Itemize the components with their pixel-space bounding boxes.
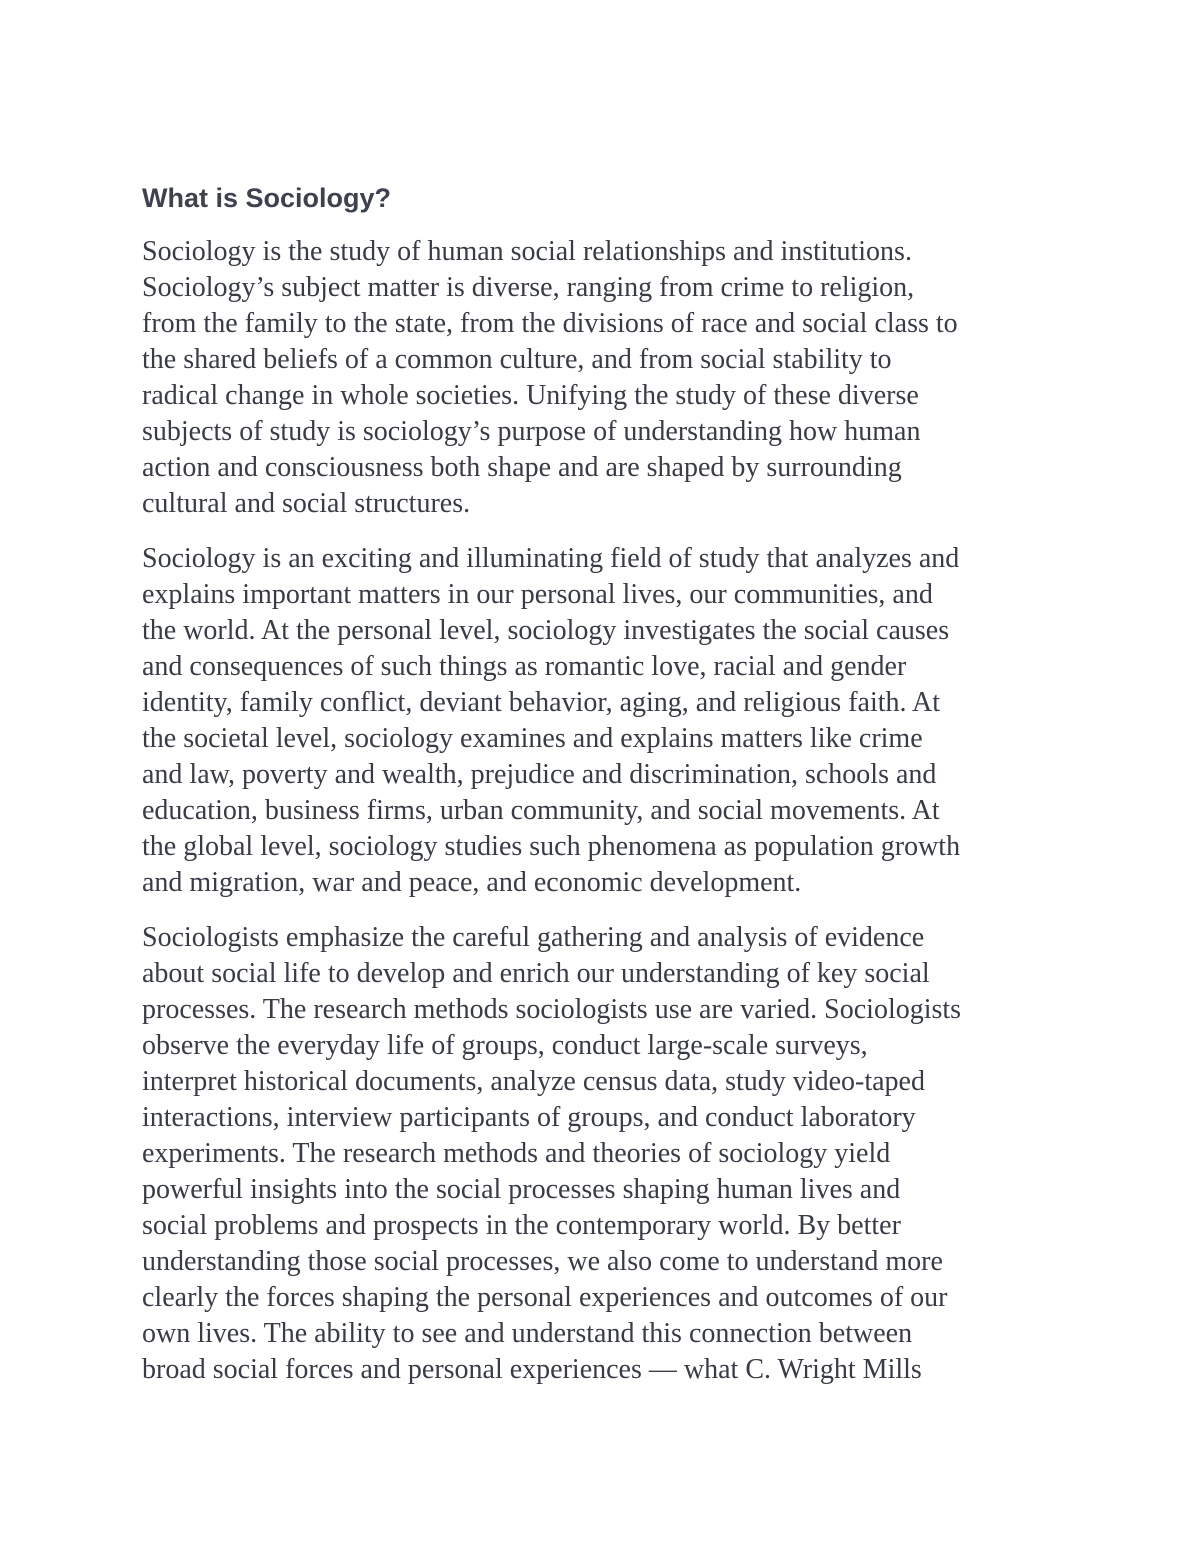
paragraph-line: Sociologists emphasize the careful gathering and analysis of evidence [142,922,925,953]
paragraph-line: the world. At the personal level, sociology investigates the social causes [142,615,950,646]
paragraph-line: social problems and prospects in the contemporary world. By better [142,1210,901,1241]
paragraph-line: Sociology is an exciting and illuminating field of study that analyzes and [142,543,960,574]
page-title: What is Sociology? [142,183,392,213]
paragraph-line: understanding those social processes, we also come to understand more [142,1246,943,1277]
paragraph-line: and law, poverty and wealth, prejudice and discrimination, schools and [142,759,937,790]
paragraph-line: and consequences of such things as romantic love, racial and gender [142,651,907,682]
paragraph-line: Sociology is the study of human social relationships and institutions. [142,236,912,267]
paragraph-line: cultural and social structures. [142,488,471,519]
paragraph-line: action and consciousness both shape and are shaped by surrounding [142,452,902,483]
paragraph-2 [142,541,960,901]
paragraph-line: explains important matters in our personal lives, our communities, and [142,579,933,610]
paragraph-line: experiments. The research methods and theories of sociology yield [142,1138,891,1169]
paragraph-line: about social life to develop and enrich our understanding of key social [142,958,930,989]
paragraph-line: and migration, war and peace, and economic development. [142,867,802,898]
paragraph-line: the societal level, sociology examines and explains matters like crime [142,723,923,754]
paragraph-line: observe the everyday life of groups, conduct large-scale surveys, [142,1030,868,1061]
paragraph-line: interpret historical documents, analyze census data, study video-taped [142,1066,925,1097]
paragraph-line: radical change in whole societies. Unifying the study of these diverse [142,380,919,411]
paragraph-line: processes. The research methods sociologists use are varied. Sociologists [142,994,962,1025]
paragraph-line: Sociology’s subject matter is diverse, ranging from crime to religion, [142,272,915,303]
paragraph-1 [142,234,958,522]
paragraph-line: interactions, interview participants of groups, and conduct laboratory [142,1102,916,1133]
paragraph-line: from the family to the state, from the divisions of race and social class to [142,308,958,339]
paragraph-line: own lives. The ability to see and understand this connection between [142,1318,913,1349]
paragraph-line: education, business firms, urban community, and social movements. At [142,795,940,826]
paragraph-line: broad social forces and personal experiences — what C. Wright Mills [142,1354,922,1385]
paragraph-line: the shared beliefs of a common culture, and from social stability to [142,344,892,375]
paragraph-line: clearly the forces shaping the personal experiences and outcomes of our [142,1282,948,1313]
paragraph-line: subjects of study is sociology’s purpose of understanding how human [142,416,921,447]
paragraph-line: identity, family conflict, deviant behavior, aging, and religious faith. At [142,687,940,718]
paragraph-3 [142,920,961,1388]
paragraph-line: the global level, sociology studies such phenomena as population growth [142,831,961,862]
paragraph-line: powerful insights into the social processes shaping human lives and [142,1174,901,1205]
